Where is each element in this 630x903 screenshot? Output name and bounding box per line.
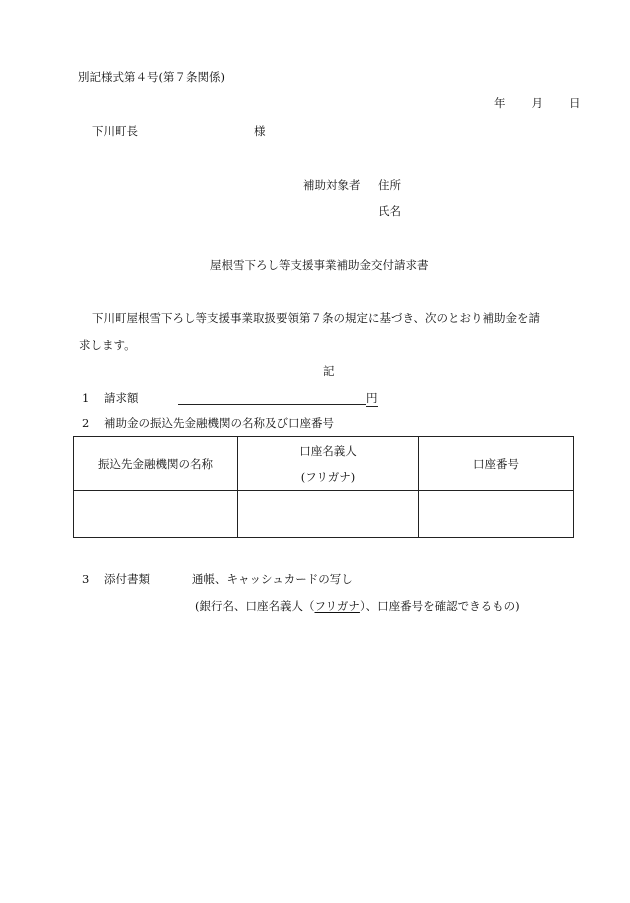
applicant-address-label: 住所 (378, 178, 401, 192)
bank-table-header-row (74, 437, 574, 491)
item3-number: 3 (82, 572, 90, 586)
form-number: 別記様式第４号(第７条関係) (78, 70, 225, 84)
item3-note-post: ）、口座番号を確認できるもの) (359, 599, 520, 613)
item2-label: 補助金の振込先金融機関の名称及び口座番号 (104, 416, 334, 430)
account-holder-cell[interactable] (238, 491, 419, 538)
bank-name-header: 振込先金融機関の名称 (74, 437, 238, 491)
date-line (494, 98, 581, 110)
applicant-label: 補助対象者 (303, 178, 361, 192)
applicant-name-label: 氏名 (378, 204, 401, 218)
date-day-label: 日 (569, 96, 581, 110)
item1-label: 請求額 (104, 391, 139, 405)
item3-note-pre: (銀行名、口座名義人（ (195, 599, 315, 613)
item3-note (195, 601, 520, 613)
addressee-name: 下川町長 (92, 124, 138, 138)
item2-number: 2 (82, 416, 90, 430)
document-title: 屋根雪下ろし等支援事業補助金交付請求書 (210, 258, 429, 272)
account-holder-furigana-label: (フリガナ) (300, 469, 356, 484)
item3-label: 添付書類 (104, 572, 150, 586)
item1-unit: 円 (366, 391, 378, 405)
item1-number: 1 (82, 391, 90, 405)
ki-heading: 記 (323, 364, 335, 378)
bank-account-table (73, 436, 574, 538)
body-text-line1: 下川町屋根雪下ろし等支援事業取扱要領第７条の規定に基づき、次のとおり補助金を請 (92, 311, 541, 325)
date-month-label: 月 (531, 96, 543, 110)
account-holder-header (238, 437, 419, 491)
date-year-label: 年 (494, 96, 506, 110)
addressee-honorific: 様 (254, 124, 266, 138)
body-text-line2: 求します。 (79, 338, 136, 352)
amount-field[interactable] (178, 404, 366, 405)
account-number-header: 口座番号 (419, 437, 574, 491)
account-number-cell[interactable] (419, 491, 574, 538)
item3-value: 通帳、キャッシュカードの写し (192, 572, 353, 586)
item3-note-furigana: フリガナ (314, 599, 360, 613)
bank-name-cell[interactable] (74, 491, 238, 538)
account-holder-header-label: 口座名義人 (299, 443, 357, 458)
bank-table-input-row (74, 491, 574, 538)
